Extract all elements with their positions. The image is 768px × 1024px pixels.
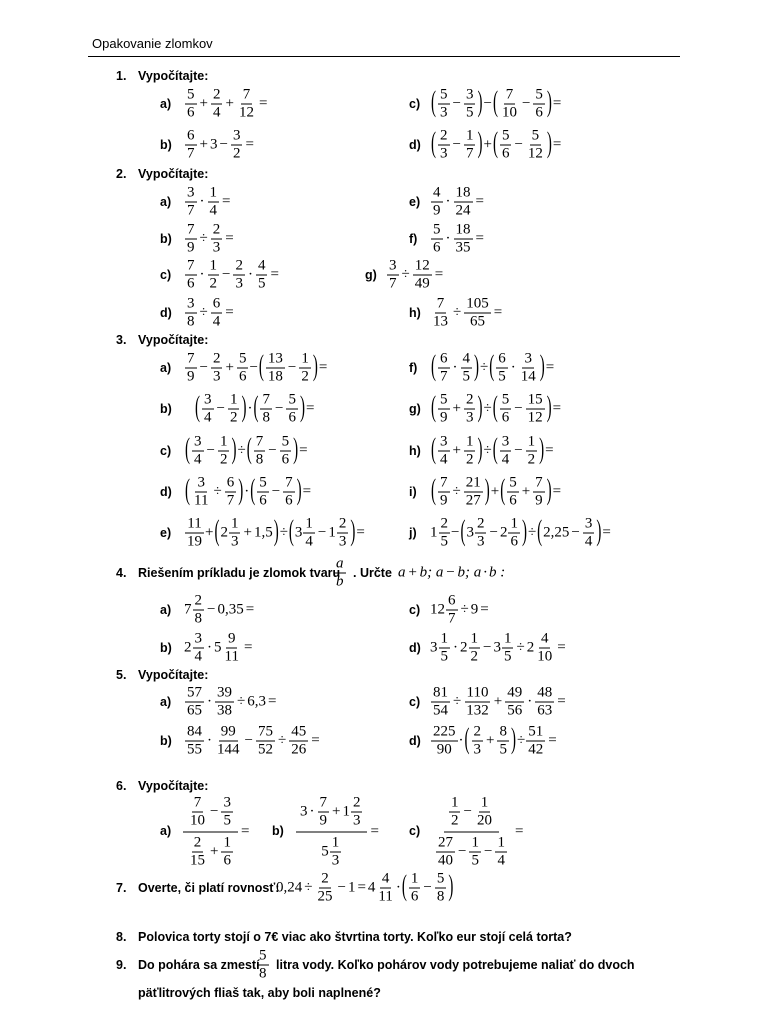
- exercise-2e: 4 9 · $\frac{18}{24}$ =: [433, 184, 484, 219]
- exercise-1c: ( 5 3 − $\frac{3}{5}$ ) − ( 7 10 − $\frac{5}{6}$ ) =: [431, 86, 562, 121]
- ex-label: b): [160, 138, 172, 152]
- section-6-title: Vypočítajte:: [138, 779, 209, 793]
- section-2-number: 2.: [116, 167, 127, 181]
- ex-label: h): [409, 444, 421, 458]
- ex-label: d): [409, 641, 421, 655]
- exercise-6c: 1 2 − $\frac{1}{20}$ 27 40 − $\frac{1}{5}$ − $\frac{1}{4}$ =: [438, 794, 524, 869]
- section-9-tail: litra vody. Koľko pohárov vody potrebujeme naliať do dvoch: [276, 958, 635, 972]
- section-6-number: 6.: [116, 779, 127, 793]
- ex-label: e): [160, 526, 172, 540]
- exercise-3h: ( 3 4 + $\frac{1}{2}$ ) ÷ ( 3 4 − $\frac{1}{2}$ ) =: [431, 433, 554, 468]
- exercise-3e: 11 19 + ( 2 1 3 + 1,5 ) ÷ ( 3 1 4 − 1 2 3 ) =: [187, 515, 365, 550]
- ex-label: b): [272, 824, 284, 838]
- ex-label: g): [409, 402, 421, 416]
- exercise-2a: 3 7 · $\frac{1}{4}$ =: [187, 184, 231, 219]
- ex-label: i): [409, 485, 417, 499]
- exercise-3c: ( 3 4 − $\frac{1}{2}$ ) ÷ ( 7 8 − $\frac{5}{6}$ ) =: [185, 433, 308, 468]
- exercise-1d: ( 2 3 − $\frac{1}{7}$ ) + ( 5 6 − $\frac{5}{12}$ ) =: [431, 127, 562, 162]
- ex-label: d): [409, 138, 421, 152]
- section-8-number: 8.: [116, 930, 127, 944]
- section-4-number: 4.: [116, 566, 127, 580]
- ex-label: b): [160, 402, 172, 416]
- section-7-title: Overte, či platí rovnosť:: [138, 881, 280, 895]
- exercise-5a: 57 65 · $\frac{39}{38}$ ÷ 6,3 =: [187, 684, 277, 719]
- ex-label: d): [160, 306, 172, 320]
- exercise-1b: 6 7 + 3 − $\frac{3}{2}$ =: [187, 127, 254, 162]
- ex-label: g): [365, 268, 377, 282]
- exercise-3j: 1 2 5 − ( 3 2 3 − 2 1 6 ) ÷ ( 2,25 − $\frac{3}{4}$ ) =: [430, 515, 611, 550]
- section-9-number: 9.: [116, 958, 127, 972]
- exercise-5d: 225 90 · ( 2 3 + $\frac{8}{5}$ ) ÷ $\frac{51}{42}$ =: [433, 723, 557, 758]
- header-rule: [88, 56, 680, 57]
- exercise-2f: 5 6 · $\frac{18}{35}$ =: [433, 221, 484, 256]
- ex-label: a): [160, 695, 172, 709]
- exercise-4d: 3 1 5 · 2 1 2 − 3 1 5 ÷ 2 4 10 =: [430, 630, 566, 665]
- fraction-5-8: 5 8: [259, 947, 267, 982]
- ex-label: b): [160, 641, 172, 655]
- exercise-5b: 84 55 · 99 144 − $\frac{75}{52}$ ÷ $\frac{45}{26}$ =: [187, 723, 320, 758]
- ex-label: a): [160, 603, 172, 617]
- exercise-2b: $\frac{7}{9}$ ÷ $\frac{2}{3}$ =: [187, 221, 234, 256]
- section-9-text: Do pohára sa zmestí: [138, 958, 260, 972]
- exercise-7-equation: 0,24 ÷ $\frac{2}{25}$ − 1 = 4 4 11 · ( 1 6 − $\frac{5}{8}$ ): [276, 870, 454, 905]
- section-4-tail: . Určte: [353, 566, 392, 580]
- section-3-title: Vypočítajte:: [138, 333, 209, 347]
- exercise-3a: 7 9 − $\frac{2}{3}$ + $\frac{5}{6}$ − ( 13 18 − $\frac{1}{2}$ ) =: [187, 350, 328, 385]
- exercise-6b: 3 · 7 9 + 1 2 3 5 1 3 =: [295, 796, 381, 869]
- exercise-3d: ( $\frac{3}{11}$ ÷ $\frac{6}{7}$ ) · ( 5 6 − $\frac{7}{6}$ ) =: [185, 474, 312, 509]
- fraction-a-over-b: a b: [336, 555, 344, 590]
- expressions-to-find: a + b; a − b; a · b :: [398, 564, 506, 581]
- section-9-line2: päťlitrových fliaš tak, aby boli naplnené?: [138, 986, 381, 1000]
- section-3-number: 3.: [116, 333, 127, 347]
- section-2-title: Vypočítajte:: [138, 167, 209, 181]
- exercise-3f: ( 6 7 · 4 5 ) ÷ ( 6 5 · 3 14 ) =: [431, 350, 555, 385]
- ex-label: h): [409, 306, 421, 320]
- ex-label: f): [409, 232, 418, 246]
- ex-label: b): [160, 232, 172, 246]
- ex-label: c): [409, 824, 421, 838]
- ex-label: j): [409, 526, 417, 540]
- exercise-3g: ( 5 9 + $\frac{2}{3}$ ) ÷ ( 5 6 − $\frac{15}{12}$ ) =: [431, 391, 562, 426]
- exercise-6a: 7 10 − $\frac{3}{5}$ 2 15 + $\frac{1}{6}$ =: [182, 796, 251, 869]
- exercise-4b: 2 3 4 · 5 9 11 =: [184, 630, 253, 665]
- ex-label: a): [160, 361, 172, 375]
- ex-label: c): [409, 603, 421, 617]
- exercise-2d: $\frac{3}{8}$ ÷ $\frac{6}{4}$ =: [187, 295, 234, 330]
- section-7-number: 7.: [116, 881, 127, 895]
- exercise-2g: $\frac{3}{7}$ ÷ $\frac{12}{49}$ =: [389, 257, 444, 292]
- exercise-3b: ( 3 4 − $\frac{1}{2}$ ) · ( 7 8 − $\frac{5}{6}$ ) =: [195, 391, 315, 426]
- ex-label: c): [409, 695, 421, 709]
- ex-label: b): [160, 734, 172, 748]
- section-1-number: 1.: [116, 69, 127, 83]
- ex-label: d): [409, 734, 421, 748]
- ex-label: c): [160, 444, 172, 458]
- ex-label: a): [160, 824, 172, 838]
- section-5-title: Vypočítajte:: [138, 668, 209, 682]
- ex-label: e): [409, 195, 421, 209]
- exercise-4a: 7 2 8 − 0,35 =: [184, 592, 255, 627]
- section-8-text: Polovica torty stojí o 7€ viac ako štvrtina torty. Koľko eur stojí celá torta?: [138, 930, 572, 944]
- exercise-3i: ( $\frac{7}{9}$ ÷ $\frac{21}{27}$ ) + ( 5 6 + $\frac{7}{9}$ ) =: [431, 474, 562, 509]
- exercise-2h: $\frac{7}{13}$ ÷ $\frac{105}{65}$ =: [433, 295, 503, 330]
- section-5-number: 5.: [116, 668, 127, 682]
- section-4-title: Riešením príkladu je zlomok tvaru: [138, 566, 341, 580]
- section-1-title: Vypočítajte:: [138, 69, 209, 83]
- page-header: Opakovanie zlomkov: [92, 36, 213, 51]
- ex-label: a): [160, 195, 172, 209]
- exercise-5c: $\frac{81}{54}$ ÷ $\frac{110}{132}$ + $\frac{49}{56}$ · $\frac{48}{63}$ =: [433, 684, 566, 719]
- ex-label: f): [409, 361, 418, 375]
- ex-label: c): [160, 268, 172, 282]
- exercise-2c: 7 6 · 1 2 − $\frac{2}{3}$ · $\frac{4}{5}$ =: [187, 257, 279, 292]
- ex-label: d): [160, 485, 172, 499]
- ex-label: c): [409, 97, 421, 111]
- ex-label: a): [160, 97, 172, 111]
- exercise-1a: 5 6 + $\frac{2}{4}$ + $\frac{7}{12}$ =: [187, 86, 268, 121]
- exercise-4c: 12 6 7 ÷ 9 =: [430, 592, 489, 627]
